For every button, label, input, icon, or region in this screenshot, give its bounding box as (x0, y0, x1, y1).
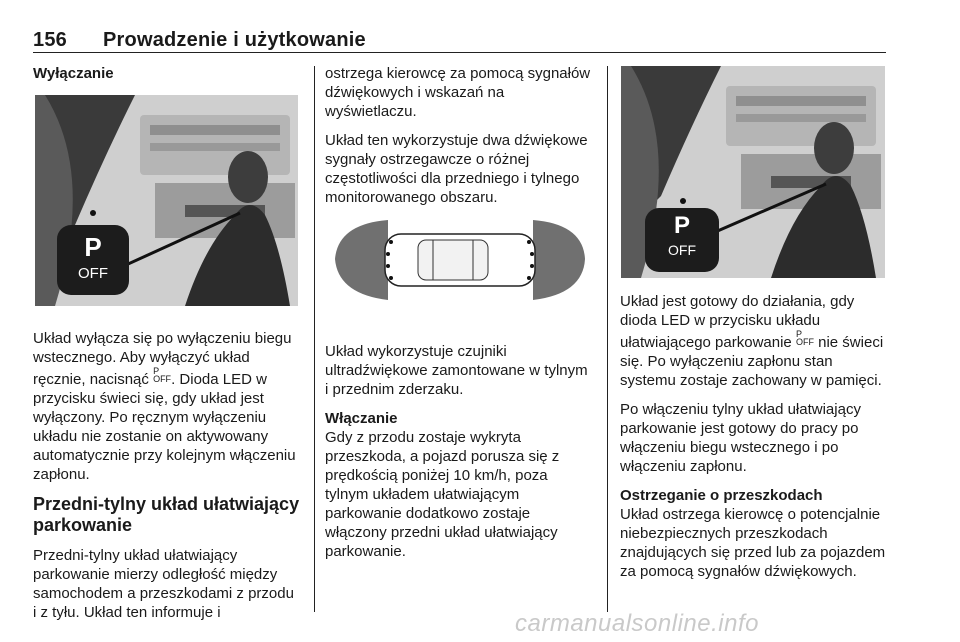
park-assist-off-icon (796, 330, 814, 346)
header-rule (33, 52, 886, 53)
text-segment: nie świeci się. Po wyłączeniu zapłonu stan systemu zostaje zachowany w pamięci. (620, 334, 884, 389)
heading-wylaczanie: Wyłączanie (33, 65, 114, 82)
para-sensors: Układ wykorzystuje czujniki ultradźwiękowe zamontowane w tylnym i przednim zderzaku. (325, 343, 588, 398)
column-2 (325, 64, 593, 571)
para-wylaczanie (33, 329, 301, 484)
para-signals: Układ ten wykorzystuje dwa dźwiękowe sygnały ostrzegawcze o różnej częstotliwości dla przedniego i tylnego monitorowanego obszaru. (325, 132, 588, 206)
para-warning: ostrzega kierowcę za pomocą sygnałów dźwiękowych i wskazań na wyświetlaczu. (325, 65, 591, 120)
page-header (33, 29, 366, 52)
park-assist-letter-right: P (673, 212, 690, 239)
text-segment: . Dioda LED w przycisku świeci się, gdy układ jest wyłączony. Po ręcznym wyłączeniu układu nie zostanie on aktywowany automatycznie przy kolejnym włączeniu zapłonu. (33, 371, 296, 483)
column-3 (620, 292, 888, 591)
heading-wlaczanie: Włączanie (325, 410, 398, 427)
page-title: Prowadzenie i użytkowanie (103, 29, 366, 51)
text-segment: Układ wyłącza się po wyłączeniu biegu wstecznego. Aby wyłączyć układ ręcznie, nacisnąć (33, 330, 292, 388)
text-segment: Układ jest gotowy do działania, gdy dioda LED w przycisku układu ułatwiającego parkowanie (620, 293, 855, 351)
para-obstacles: Układ ostrzega kierowcę o potencjalnie niebezpiecznych przeszkodach znajdujących się przed lub za pojazdem za pomocą sygnałów dźwiękowych. (620, 506, 886, 580)
para-intro: Przedni-tylny układ ułatwiający parkowanie mierzy odległość między samochodem a przeszkodami z przodu i z tyłu. Układ ten informuje i (33, 547, 294, 621)
column-divider-1 (314, 66, 315, 612)
park-assist-off-icon (153, 367, 171, 383)
section-title: Przedni-tylny układ ułatwiający parkowanie (33, 494, 300, 535)
park-assist-off-label: OFF (78, 265, 108, 282)
icon-top-text: P (795, 329, 802, 339)
column-divider-2 (607, 66, 608, 612)
park-assist-off-label-right: OFF (668, 242, 696, 258)
page-number: 156 (33, 29, 67, 51)
car-sensor-diagram (333, 212, 587, 307)
para-ready (620, 292, 888, 390)
para-activation: Gdy z przodu zostaje wykryta przeszkoda, a pojazd porusza się z prędkością poniżej 10 km/h, poza tylnym układem ułatwiającym parkowanie dodatkowo zostaje włączony przedni układ ułatwiający parkowanie. (325, 429, 560, 560)
park-assist-button-right[interactable] (645, 208, 719, 272)
park-assist-button[interactable] (57, 226, 129, 296)
icon-bottom-text: OFF (795, 337, 814, 347)
para-rear-ready: Po włączeniu tylny układ ułatwiający parkowanie jest gotowy do pracy po włączeniu biegu wstecznego i po włączeniu zapłonu. (620, 401, 861, 475)
park-assist-letter: P (84, 232, 102, 262)
heading-obstacles: Ostrzeganie o przeszkodach (620, 487, 823, 504)
watermark: carmanualsonline.info (515, 610, 759, 637)
icon-top-text: P (153, 366, 160, 376)
icon-bottom-text: OFF (153, 374, 172, 384)
